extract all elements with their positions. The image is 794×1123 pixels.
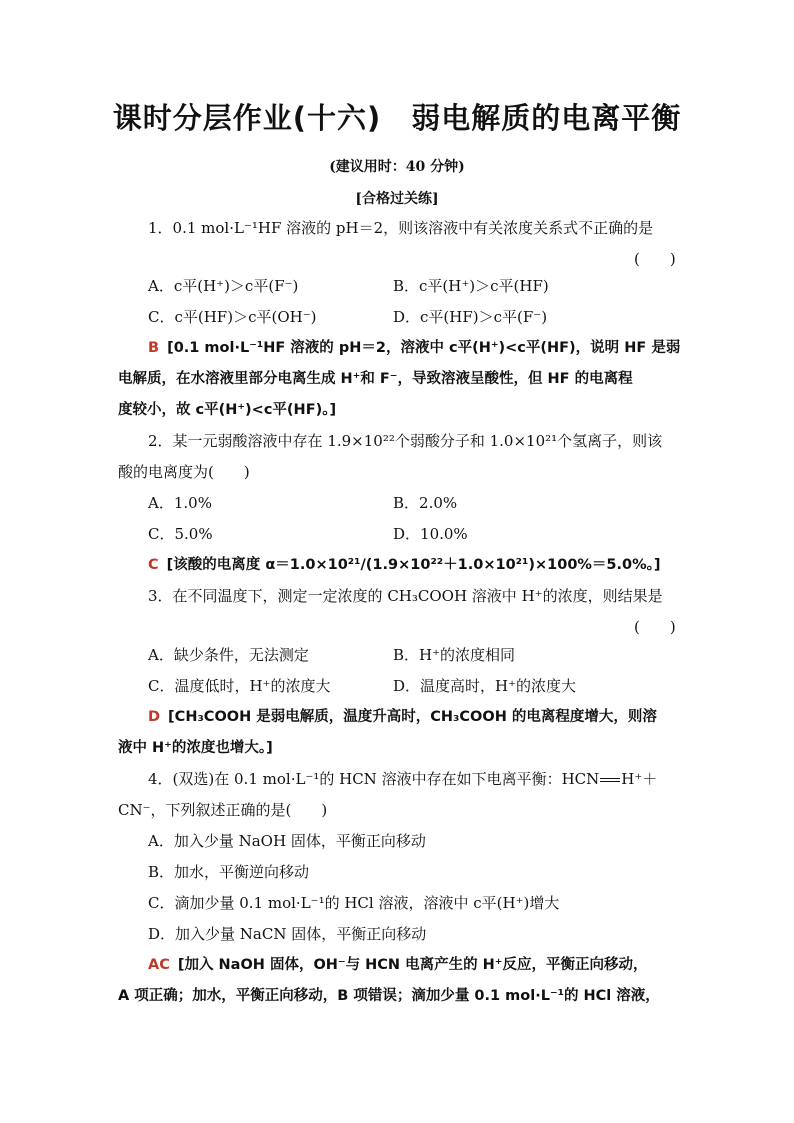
q4-answer-key: AC	[148, 957, 170, 973]
q3-explanation-text: [CH₃COOH 是弱电解质，温度升高时，CH₃COOH 的电离程度增大，则溶	[168, 709, 657, 725]
q3-option-c: C．温度低时，H⁺的浓度大	[148, 677, 331, 695]
q2-stem-line1: 2．某一元弱酸溶液中存在 1.9×10²²个弱酸分子和 1.0×10²¹个氢离子，则该	[148, 432, 663, 450]
q1-explanation-line3: 度较小，故 c平(H⁺)<c平(HF)。]	[118, 402, 337, 418]
q3-option-a: A．缺少条件，无法测定	[148, 646, 309, 664]
q4-stem-text: 4．(双选)在 0.1 mol·L⁻¹的 HCN 溶液中存在如下电离平衡：HCN	[148, 770, 600, 788]
q4-explanation-line1	[148, 955, 647, 975]
q4-stem-line2: CN⁻，下列叙述正确的是( )	[118, 801, 328, 819]
q2-answer-key: C	[148, 557, 159, 573]
q1-stem: 1．0.1 mol·L⁻¹HF 溶液的 pH＝2，则该溶液中有关浓度关系式不正确的是	[148, 219, 654, 237]
q3-option-b: B．H⁺的浓度相同	[393, 646, 516, 664]
q4-explanation-line2: A 项正确；加水，平衡正向移动，B 项错误；滴加少量 0.1 mol·L⁻¹的 HCl 溶液，	[118, 988, 660, 1004]
q1-answer-blank: ( )	[634, 250, 676, 268]
q1-option-c: C．c平(HF)＞c平(OH⁻)	[148, 308, 317, 326]
q3-answer-key: D	[148, 709, 161, 725]
q3-stem: 3．在不同温度下，测定一定浓度的 CH₃COOH 溶液中 H⁺的浓度，则结果是	[148, 587, 663, 605]
q4-stem-products: H⁺＋	[621, 770, 658, 788]
q3-explanation-line2: 液中 H⁺的浓度也增大。]	[118, 740, 273, 756]
q4-explanation-text: [加入 NaOH 固体，OH⁻与 HCN 电离产生的 H⁺反应，平衡正向移动，	[177, 957, 648, 973]
q4-stem-line1	[148, 769, 657, 789]
q4-option-a: A．加入少量 NaOH 固体，平衡正向移动	[148, 832, 426, 850]
q2-stem-line2: 酸的电离度为( )	[118, 463, 250, 481]
q4-option-d: D．加入少量 NaCN 固体，平衡正向移动	[148, 925, 427, 943]
q4-option-b: B．加水，平衡逆向移动	[148, 863, 310, 881]
q1-explanation-line2: 电解质，在水溶液里部分电离生成 H⁺和 F⁻，导致溶液呈酸性，但 HF 的电离程	[118, 371, 633, 387]
q2-explanation-text: [该酸的电离度 α＝1.0×10²¹/(1.9×10²²＋1.0×10²¹)×100%＝5.0%。]	[166, 557, 661, 573]
equilibrium-arrow-icon	[600, 778, 620, 782]
q2-option-b: B．2.0%	[393, 494, 458, 512]
q1-explanation-text: [0.1 mol·L⁻¹HF 溶液的 pH＝2，溶液中 c平(H⁺)<c平(HF)，说明 HF 是弱	[167, 340, 681, 356]
q3-option-d: D．温度高时，H⁺的浓度大	[393, 677, 577, 695]
q1-option-a: A．c平(H⁺)＞c平(F⁻)	[148, 277, 299, 295]
q2-option-a: A．1.0%	[148, 494, 212, 512]
q1-answer-key: B	[148, 340, 160, 356]
page-title: 课时分层作业(十六) 弱电解质的电离平衡	[112, 101, 682, 135]
q1-option-b: B．c平(H⁺)＞c平(HF)	[393, 277, 549, 295]
q1-explanation-line1	[148, 338, 680, 358]
q2-option-c: C．5.0%	[148, 525, 213, 543]
q3-answer-blank: ( )	[634, 618, 676, 636]
q3-explanation-line1	[148, 707, 657, 727]
q2-option-d: D．10.0%	[393, 525, 468, 543]
q1-option-d: D．c平(HF)＞c平(F⁻)	[393, 308, 548, 326]
q2-explanation	[148, 555, 661, 575]
section-heading: [合格过关练]	[355, 191, 439, 207]
suggested-time: (建议用时：40 分钟)	[329, 159, 465, 175]
q4-option-c: C．滴加少量 0.1 mol·L⁻¹的 HCl 溶液，溶液中 c平(H⁺)增大	[148, 894, 560, 912]
